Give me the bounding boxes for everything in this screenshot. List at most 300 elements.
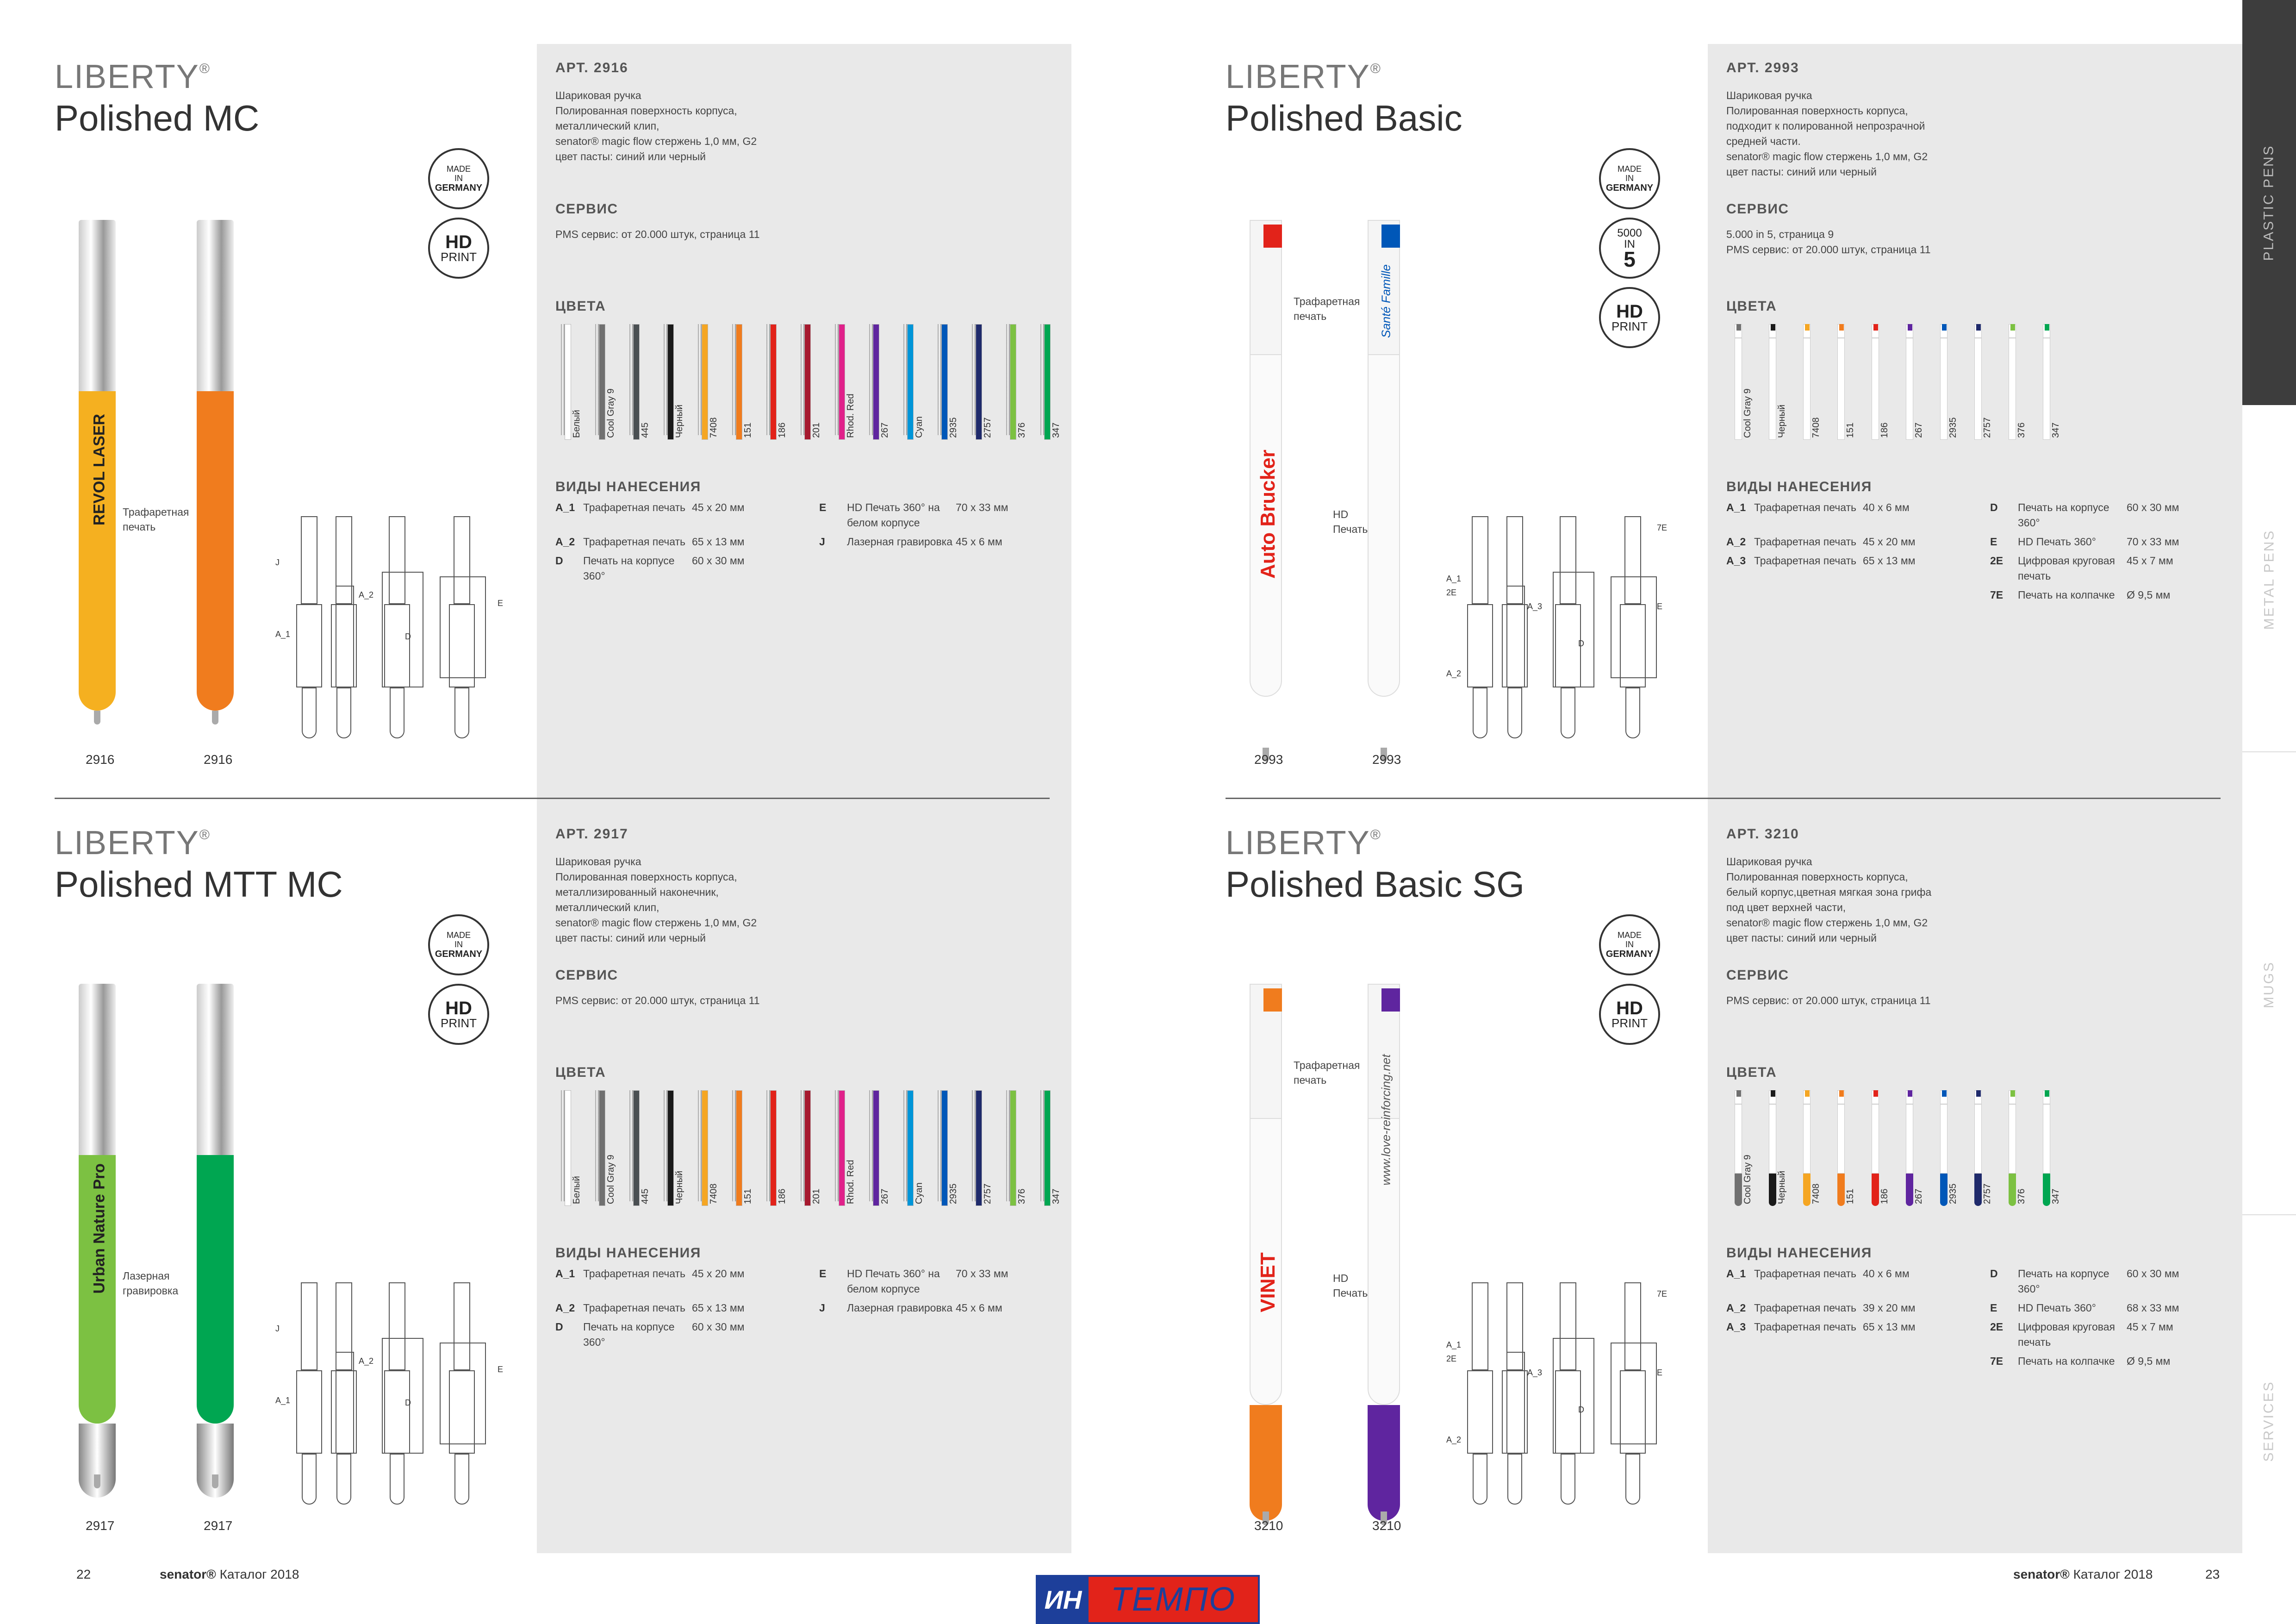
- print-code: D: [1990, 1268, 1998, 1280]
- pen-print-logo: REVOL LASER: [90, 413, 108, 526]
- print-size: 65 x 13 мм: [1863, 1321, 1916, 1333]
- pen-tip: [94, 1474, 100, 1488]
- print-code: A_3: [1726, 555, 1746, 567]
- color-swatch[interactable]: [1761, 319, 1795, 440]
- swatch-label: 186: [777, 422, 787, 438]
- swatch-accent: [2010, 324, 2015, 331]
- pen-tip: [212, 711, 218, 725]
- swatch-body: [2043, 1104, 2050, 1174]
- page-number-right: 23: [2205, 1567, 2220, 1581]
- swatch-body: [1735, 338, 1742, 440]
- swatch-clip: [972, 1090, 976, 1201]
- pen-grip: [1368, 1405, 1400, 1521]
- color-swatch[interactable]: [2035, 319, 2069, 440]
- swatch-label: Белый: [572, 410, 582, 438]
- drawing-label-e7: 7E: [1657, 1289, 1668, 1299]
- color-swatch[interactable]: [795, 1086, 829, 1206]
- swatch-grip: [1837, 1174, 1845, 1206]
- swatch-body: [736, 1090, 742, 1206]
- swatch-label: 376: [1017, 422, 1027, 438]
- drawing-pen-tip: [302, 687, 317, 738]
- product-name: Polished Basic SG: [1226, 864, 1524, 905]
- print-desc: Печать на корпусе 360°: [2018, 501, 2109, 529]
- product-brand-text: LIBERTY: [1226, 58, 1370, 95]
- badge-hd: HD: [445, 232, 472, 252]
- pen-image: [194, 220, 245, 738]
- swatch-body: [873, 324, 879, 440]
- swatch-label: 2757: [1982, 417, 1992, 438]
- pen-clip: [197, 984, 234, 1160]
- badge-print: PRINT: [441, 1016, 477, 1030]
- swatch-body: [633, 324, 640, 440]
- registered-mark: ®: [1370, 61, 1381, 76]
- color-swatch[interactable]: [1829, 319, 1863, 440]
- swatch-label: 347: [1051, 1188, 1061, 1204]
- article-number: АРТ. 2993: [1726, 60, 1799, 75]
- badge-hd: HD: [445, 998, 472, 1018]
- print-code: A_2: [555, 536, 575, 548]
- badge-germany: GERMANY: [435, 949, 483, 959]
- drawing-label-a1: A_1: [1446, 1340, 1462, 1349]
- swatch-label: 7408: [709, 417, 719, 438]
- print-desc: Трафаретная печать: [1754, 555, 1857, 567]
- color-swatch[interactable]: [590, 319, 624, 440]
- drawing-pen-cap: [1472, 1282, 1488, 1370]
- color-swatch[interactable]: [727, 1086, 761, 1206]
- color-swatch[interactable]: [1795, 319, 1829, 440]
- page-number-left: 22: [76, 1567, 91, 1581]
- pen-body: [197, 391, 234, 711]
- color-swatch[interactable]: [590, 1086, 624, 1206]
- swatch-body: [565, 1090, 571, 1206]
- swatch-clip: [835, 324, 839, 435]
- sidebar-item-services[interactable]: [2242, 1218, 2296, 1624]
- service-title: СЕРВИС: [1726, 201, 1789, 217]
- pen-number: 2993: [1372, 752, 1401, 767]
- swatch-body: [736, 324, 742, 440]
- color-swatch[interactable]: [692, 1086, 727, 1206]
- swatch-accent: [1908, 324, 1912, 331]
- color-swatch[interactable]: [932, 1086, 966, 1206]
- pen-print-logo: VINET: [1257, 1252, 1279, 1312]
- color-swatch[interactable]: [1932, 1086, 1966, 1206]
- color-swatch[interactable]: [555, 1086, 590, 1206]
- print-code: A_1: [1726, 501, 1746, 513]
- color-swatch[interactable]: [555, 319, 590, 440]
- pen-number: 2916: [204, 752, 233, 767]
- color-swatch[interactable]: [898, 1086, 932, 1206]
- color-swatch[interactable]: [932, 319, 966, 440]
- drawing-pen-tip: [1507, 1454, 1522, 1505]
- badge-made: MADE: [1617, 931, 1642, 940]
- pen-number: 2993: [1254, 752, 1283, 767]
- registered-mark: ®: [199, 827, 211, 843]
- swatch-label: 151: [743, 422, 753, 438]
- drawing-pen-cap: [301, 516, 317, 604]
- product-brand-text: LIBERTY: [1226, 824, 1370, 862]
- hd-print-badge: [1599, 984, 1660, 1045]
- product-description: Шариковая ручка Полированная поверхность корпуса, белый корпус,цветная мягкая зона грифа под цвет верхней части, senator® magic flow стержень 1,0 мм, G2 цвет пасты: синий или черный: [1726, 856, 1932, 944]
- color-swatch[interactable]: [829, 319, 864, 440]
- print-desc: Лазерная гравировка: [847, 536, 953, 548]
- print-size: Ø 9,5 мм: [2127, 589, 2171, 601]
- print-code: E: [1990, 536, 1997, 548]
- drawing-pen-tip: [1473, 687, 1487, 738]
- swatch-label: Черный: [674, 404, 684, 438]
- footer-catalog-right: Каталог 2018: [2073, 1567, 2153, 1581]
- swatch-body: [702, 324, 708, 440]
- swatch-clip: [1040, 324, 1044, 435]
- swatch-body: [599, 324, 605, 440]
- drawing-label-a2: A_2: [1446, 669, 1462, 678]
- swatch-clip: [938, 324, 941, 435]
- swatch-body: [2043, 338, 2050, 440]
- swatch-body: [839, 324, 845, 440]
- swatch-grip: [1872, 1174, 1879, 1206]
- swatch-label: 186: [1879, 422, 1890, 438]
- drawing-label-a2: A_2: [359, 590, 374, 600]
- article-number: АРТ. 2916: [555, 60, 628, 75]
- swatch-clip: [664, 324, 667, 435]
- print-size: 40 x 6 мм: [1863, 1268, 1910, 1280]
- swatch-body: [941, 324, 948, 440]
- color-swatch[interactable]: [1795, 1086, 1829, 1206]
- color-swatch[interactable]: [1966, 319, 2000, 440]
- service-text: 5.000 in 5, страница 9 PMS сервис: от 20.000 штук, страница 11: [1726, 228, 1931, 256]
- color-swatch[interactable]: [1035, 1086, 1069, 1206]
- color-swatch[interactable]: [1001, 1086, 1035, 1206]
- swatch-label: 201: [811, 422, 821, 438]
- swatch-clip: [629, 1090, 633, 1201]
- pen-clip-color: [1263, 225, 1282, 248]
- swatch-label: 186: [1879, 1188, 1890, 1204]
- color-swatch[interactable]: [829, 1086, 864, 1206]
- color-swatch[interactable]: [1726, 319, 1761, 440]
- made-in-germany-badge: [428, 148, 489, 209]
- swatch-label: Черный: [1777, 1170, 1787, 1204]
- swatch-grip: [1803, 1174, 1811, 1206]
- print-desc: HD Печать 360°: [2018, 536, 2096, 548]
- drawing-pen-tip: [1625, 687, 1640, 738]
- swatch-label: 376: [2016, 422, 2027, 438]
- swatch-label: Белый: [572, 1176, 582, 1204]
- swatch-label: 2935: [948, 417, 958, 438]
- print-code: D: [555, 1321, 563, 1333]
- swatch-clip: [903, 324, 907, 435]
- color-swatch[interactable]: [1863, 1086, 1898, 1206]
- drawing-pen-tip: [454, 687, 469, 738]
- color-swatch[interactable]: [2035, 1086, 2069, 1206]
- product-description: Шариковая ручка Полированная поверхность корпуса, металлизированный наконечник, металлический клип, senator® magic flow стержень 1,0 мм, G2 цвет пасты: синий или черный: [555, 856, 757, 944]
- print-desc: Печать на колпачке: [2018, 1355, 2115, 1367]
- swatch-clip: [1006, 1090, 1010, 1201]
- drawing-label-a1: A_1: [275, 1396, 291, 1405]
- drawing-area-a2: [336, 1352, 354, 1454]
- swatch-body: [1940, 338, 1948, 440]
- swatch-label: 267: [880, 422, 890, 438]
- sidebar-item-plastic-pens[interactable]: [2242, 0, 2296, 405]
- sidebar-item-metal-pens[interactable]: [2242, 407, 2296, 752]
- drawing-label-e: E: [1657, 602, 1663, 611]
- print-code: D: [555, 555, 563, 567]
- print-code: 2E: [1990, 555, 2004, 567]
- drawing-label-j: J: [275, 1324, 280, 1333]
- pen-print-logo-2: Santé Famille: [1379, 264, 1393, 338]
- swatch-body: [907, 1090, 914, 1206]
- drawing-pen-body: [296, 1370, 322, 1454]
- sidebar-item-mugs[interactable]: [2242, 755, 2296, 1215]
- badge-germany: GERMANY: [1605, 183, 1654, 193]
- drawing-label-e7: 7E: [1657, 523, 1668, 532]
- print-code: A_2: [555, 1302, 575, 1314]
- hd-print-label: HD Печать: [1333, 1272, 1368, 1299]
- drawing-pen-body: [296, 604, 322, 687]
- drawing-area-e: [440, 576, 486, 678]
- print-desc: [1754, 587, 1863, 603]
- swatch-accent: [1908, 1090, 1912, 1097]
- pen-clip: [79, 984, 116, 1160]
- color-swatch[interactable]: [1761, 1086, 1795, 1206]
- print-desc: Трафаретная печать: [583, 501, 686, 513]
- swatch-accent: [1976, 324, 1981, 331]
- tempo-logo[interactable]: [1036, 1575, 1260, 1624]
- drawing-pen-body: [1467, 604, 1493, 687]
- swatch-grip: [1974, 1174, 1982, 1206]
- print-area-drawings: [1446, 1282, 1699, 1514]
- swatch-label: 267: [880, 1188, 890, 1204]
- drawing-label-d: D: [1578, 1405, 1584, 1414]
- color-swatch[interactable]: [1863, 319, 1898, 440]
- print-desc: Трафаретная печать: [583, 1302, 686, 1314]
- swatch-body: [1735, 1104, 1742, 1174]
- print-code: 7E: [1990, 1355, 2004, 1367]
- print-methods-table: [555, 1266, 1048, 1350]
- swatch-accent: [1873, 324, 1878, 331]
- swatch-accent: [1976, 1090, 1981, 1097]
- footer-catalog-left: Каталог 2018: [219, 1567, 299, 1581]
- swatch-clip: [629, 324, 633, 435]
- swatch-accent: [2045, 324, 2049, 331]
- color-swatch[interactable]: [624, 1086, 658, 1206]
- drawing-pen-tip: [336, 1454, 351, 1505]
- print-size: 70 x 33 мм: [956, 1268, 1008, 1280]
- print-area-label: Лазерная гравировка: [123, 1270, 179, 1297]
- swatch-label: Cyan: [914, 1182, 924, 1204]
- print-size: 45 x 7 мм: [2127, 555, 2173, 567]
- color-swatch[interactable]: [864, 1086, 898, 1206]
- print-code: [1726, 587, 1754, 603]
- product-brand: [1226, 60, 1462, 94]
- swatch-body: [1872, 338, 1879, 440]
- color-swatch[interactable]: [864, 319, 898, 440]
- swatch-body: [976, 324, 982, 440]
- swatch-grip: [1940, 1174, 1948, 1206]
- color-swatches: [555, 319, 1069, 440]
- pen-number: 2916: [86, 752, 115, 767]
- swatch-accent: [1873, 1090, 1878, 1097]
- badge-hd: HD: [1616, 301, 1643, 322]
- badge-5: 5: [1624, 247, 1636, 271]
- product-description: Шариковая ручка Полированная поверхность корпуса, подходит к полированной непрозрачной средней части. senator® magic flow стержень 1,0 мм, G2 цвет пасты: синий или черный: [1726, 89, 1928, 178]
- badge-print: PRINT: [1612, 1016, 1648, 1030]
- drawing-pen-cap: [1472, 516, 1488, 604]
- swatch-label: 267: [1914, 422, 1924, 438]
- pen-print-logo: Auto Brucker: [1257, 450, 1279, 579]
- print-size: 68 x 33 мм: [2127, 1302, 2179, 1314]
- drawing-label-e2: 2E: [1446, 588, 1457, 597]
- product-name: Polished MC: [55, 98, 260, 138]
- print-desc: Печать на колпачке: [2018, 589, 2115, 601]
- swatch-clip: [972, 324, 976, 435]
- drawing-pen-tip: [390, 687, 404, 738]
- print-desc: Цифровая круговая печать: [2018, 555, 2115, 582]
- print-desc: Трафаретная печать: [1754, 1321, 1857, 1333]
- swatch-accent: [1736, 324, 1741, 331]
- print-desc: Печать на корпусе 360°: [2018, 1268, 2109, 1295]
- swatch-label: 347: [2051, 1188, 2061, 1204]
- color-swatch[interactable]: [966, 1086, 1001, 1206]
- print-code: A_1: [555, 501, 575, 513]
- print-size: 45 x 20 мм: [1863, 536, 1916, 548]
- colors-title: ЦВЕТА: [1726, 299, 1777, 314]
- swatch-accent: [1942, 1090, 1947, 1097]
- pen-print-logo: Urban Nature Pro: [90, 1163, 108, 1294]
- color-swatch[interactable]: [761, 1086, 795, 1206]
- drawing-label-j: J: [275, 558, 280, 567]
- color-swatch[interactable]: [2000, 1086, 2035, 1206]
- color-swatch[interactable]: [1966, 1086, 2000, 1206]
- 5000-in-5-badge: [1599, 218, 1660, 279]
- product-brand: [55, 60, 259, 94]
- badge-in: IN: [1625, 940, 1634, 949]
- color-swatch[interactable]: [692, 319, 727, 440]
- color-swatch[interactable]: [966, 319, 1001, 440]
- hd-print-badge: [428, 218, 489, 279]
- article-number: АРТ. 3210: [1726, 826, 1799, 842]
- color-swatch[interactable]: [1898, 1086, 1932, 1206]
- swatch-clip: [869, 324, 873, 435]
- color-swatch[interactable]: [1829, 1086, 1863, 1206]
- color-swatch[interactable]: [727, 319, 761, 440]
- swatch-body: [2009, 338, 2016, 440]
- hd-print-badge: [1599, 287, 1660, 348]
- swatch-label: 376: [1017, 1188, 1027, 1204]
- footer-brand-name-right: senator®: [2013, 1567, 2070, 1581]
- swatch-label: Cool Gray 9: [1742, 388, 1753, 438]
- color-swatch[interactable]: [795, 319, 829, 440]
- swatch-clip: [801, 1090, 804, 1201]
- color-swatch[interactable]: [1726, 1086, 1761, 1206]
- drawing-label-e: E: [498, 599, 504, 608]
- color-swatch[interactable]: [1035, 319, 1069, 440]
- drawing-pen-tip: [1561, 1454, 1575, 1505]
- colors-title: ЦВЕТА: [555, 1065, 606, 1080]
- swatch-label: Черный: [674, 1170, 684, 1204]
- swatch-clip: [835, 1090, 839, 1201]
- swatch-clip: [595, 324, 599, 435]
- color-swatch[interactable]: [1001, 319, 1035, 440]
- swatch-clip: [1040, 1090, 1044, 1201]
- print-methods-table: [1726, 1266, 2219, 1369]
- color-swatch[interactable]: [1898, 319, 1932, 440]
- registered-mark: ®: [1370, 827, 1381, 843]
- footer-brand-left: [160, 1567, 299, 1582]
- print-size: 39 x 20 мм: [1863, 1302, 1916, 1314]
- print-desc: Печать на корпусе 360°: [583, 555, 675, 582]
- registered-mark: ®: [199, 61, 211, 76]
- print-desc: Трафаретная печать: [1754, 501, 1857, 513]
- color-swatch[interactable]: [898, 319, 932, 440]
- print-size: 70 x 33 мм: [2127, 536, 2179, 548]
- product-brand-text: LIBERTY: [55, 58, 199, 95]
- drawing-label-e: E: [498, 1365, 504, 1374]
- colors-title: ЦВЕТА: [555, 299, 606, 314]
- color-swatch[interactable]: [658, 319, 692, 440]
- swatch-body: [1769, 1104, 1776, 1174]
- print-size: 45 x 6 мм: [956, 1302, 1002, 1314]
- print-area-drawings: [275, 516, 528, 748]
- swatch-clip: [561, 1090, 565, 1201]
- sidebar-label-metal-pens: METAL PENS: [2261, 529, 2277, 630]
- print-size: 60 x 30 мм: [2127, 1268, 2179, 1280]
- swatch-label: Rhod. Red: [846, 394, 856, 438]
- drawing-pen-tip: [336, 687, 351, 738]
- color-swatches: [1726, 319, 2069, 440]
- print-size: 45 x 20 мм: [692, 1268, 745, 1280]
- swatch-accent: [1771, 324, 1775, 331]
- footer-brand-name-left: senator®: [160, 1567, 216, 1581]
- swatch-label: Cool Gray 9: [606, 388, 616, 438]
- swatch-clip: [938, 1090, 941, 1201]
- drawing-pen-tip: [390, 1454, 404, 1505]
- pen-number: 3210: [1372, 1518, 1401, 1533]
- print-desc: Трафаретная печать: [1754, 1302, 1857, 1314]
- print-desc: HD Печать 360°: [2018, 1302, 2096, 1314]
- swatch-body: [839, 1090, 845, 1206]
- swatch-clip: [801, 324, 804, 435]
- swatch-label: 2757: [983, 1183, 993, 1204]
- pen-number: 2917: [204, 1518, 233, 1533]
- swatch-label: 7408: [1811, 417, 1821, 438]
- swatch-body: [941, 1090, 948, 1206]
- divider-right: [1226, 798, 2221, 799]
- sidebar-label-mugs: MUGS: [2261, 961, 2277, 1008]
- made-in-germany-badge: [428, 914, 489, 975]
- badge-in: IN: [454, 940, 463, 949]
- pen-number: 2917: [86, 1518, 115, 1533]
- badge-in: IN: [1625, 174, 1634, 183]
- drawing-area-d: [382, 1338, 423, 1454]
- made-in-germany-badge: [1599, 148, 1660, 209]
- print-code: A_1: [555, 1268, 575, 1280]
- badge-print: PRINT: [441, 250, 477, 264]
- swatch-clip: [869, 1090, 873, 1201]
- print-methods-table: [555, 500, 1048, 584]
- color-swatch[interactable]: [2000, 319, 2035, 440]
- color-swatch[interactable]: [1932, 319, 1966, 440]
- color-swatch[interactable]: [624, 319, 658, 440]
- drawing-label-e2: 2E: [1446, 1354, 1457, 1363]
- badge-germany: GERMANY: [1605, 949, 1654, 959]
- swatch-body: [702, 1090, 708, 1206]
- swatch-label: 151: [1845, 422, 1855, 438]
- drawing-area-d: [382, 572, 423, 687]
- swatch-label: 151: [1845, 1188, 1855, 1204]
- print-desc: Трафаретная печать: [583, 1268, 686, 1280]
- badge-in5: IN: [1624, 238, 1635, 250]
- color-swatch[interactable]: [658, 1086, 692, 1206]
- color-swatch[interactable]: [761, 319, 795, 440]
